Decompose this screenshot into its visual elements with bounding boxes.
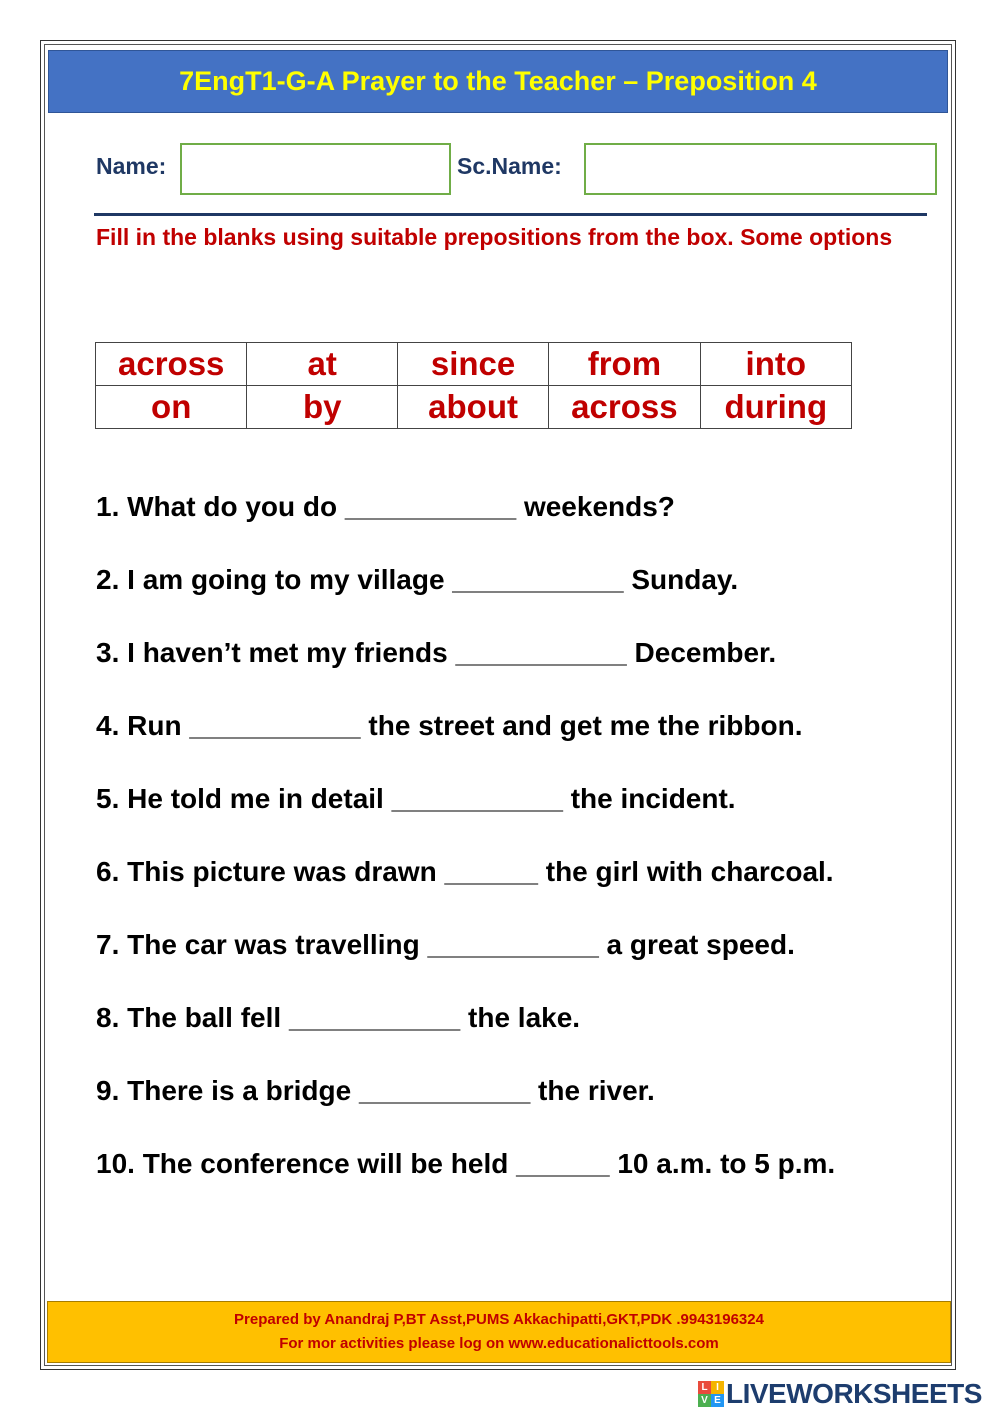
logo-letter: L — [698, 1381, 711, 1394]
logo-letter: E — [711, 1394, 724, 1407]
name-label: Name: — [96, 153, 167, 179]
word-option: on — [96, 386, 247, 429]
logo-letter: V — [698, 1394, 711, 1407]
footer-website-line: For mor activities please log on www.educationalicttools.com — [279, 1335, 719, 1352]
word-option: into — [700, 343, 851, 386]
word-option: at — [247, 343, 398, 386]
question-9: 9. There is a bridge ___________ the river. — [96, 1075, 655, 1106]
word-option: across — [549, 386, 700, 429]
word-box-row — [96, 386, 852, 429]
school-name-label: Sc.Name: — [457, 153, 562, 179]
footer-author-line: Prepared by Anandraj P,BT Asst,PUMS Akkachipatti,GKT,PDK .9943196324 — [234, 1311, 764, 1328]
name-field[interactable] — [180, 143, 451, 195]
liveworksheets-wordmark: LIVEWORKSHEETS — [726, 1378, 982, 1409]
question-3: 3. I haven’t met my friends ___________ December. — [96, 637, 777, 668]
logo-letter: I — [711, 1381, 724, 1394]
worksheet-title: 7EngT1-G-A Prayer to the Teacher – Preposition 4 — [48, 50, 948, 113]
question-10: 10. The conference will be held ______ 10 a.m. to 5 p.m. — [96, 1148, 836, 1179]
footer-credits — [47, 1301, 951, 1363]
question-4: 4. Run ___________ the street and get me the ribbon. — [96, 710, 803, 741]
question-2: 2. I am going to my village ___________ Sunday. — [96, 564, 739, 595]
word-option: during — [700, 386, 851, 429]
liveworksheets-brand[interactable] — [698, 1378, 982, 1410]
question-7: 7. The car was travelling ___________ a great speed. — [96, 929, 795, 960]
question-8: 8. The ball fell ___________ the lake. — [96, 1002, 581, 1033]
word-option: since — [397, 343, 548, 386]
question-1: 1. What do you do ___________ weekends? — [96, 491, 675, 522]
word-box-table — [95, 342, 852, 429]
word-option: from — [549, 343, 700, 386]
word-option: across — [96, 343, 247, 386]
word-box-row — [96, 343, 852, 386]
liveworksheets-logo-icon — [698, 1381, 724, 1407]
instruction-text: Fill in the blanks using suitable prepositions from the box. Some options — [96, 224, 893, 250]
word-option: by — [247, 386, 398, 429]
question-5: 5. He told me in detail ___________ the incident. — [96, 783, 736, 814]
question-6: 6. This picture was drawn ______ the girl with charcoal. — [96, 856, 834, 887]
header-divider — [94, 213, 927, 216]
word-option: about — [397, 386, 548, 429]
school-name-field[interactable] — [584, 143, 937, 195]
